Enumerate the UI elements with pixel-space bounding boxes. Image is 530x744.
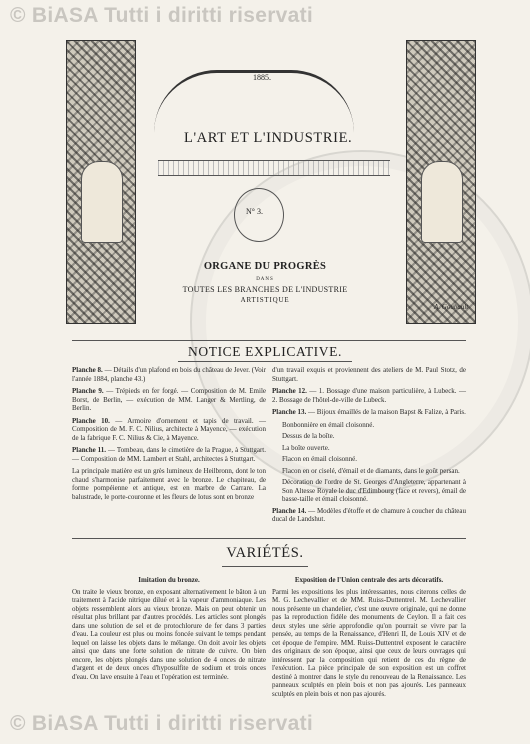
article-heading-exposition: Exposition de l'Union centrale des arts décoratifs. — [294, 576, 444, 584]
subtitle-line1: ORGANE DU PROGRÈS — [203, 261, 327, 272]
ornamental-banner — [158, 160, 390, 176]
plate-description: — Armoire d'ornement et tapis de travail. — Composition de M. F. C. Nilius, architecte à Mayence, — exécution de la fabrique F. C. Nilius & Cie, à Mayence. — [72, 416, 266, 442]
issue-number: N° 3. — [246, 207, 263, 216]
notice-entry — [272, 478, 466, 504]
notice-entry — [272, 507, 466, 524]
plate-label: Planche 14. — [272, 506, 307, 515]
plate-description: Flacon en or ciselé, d'émail et de diamants, dans le goût persan. — [282, 466, 460, 475]
allegorical-figure-left — [81, 161, 123, 243]
plate-description: Décoration de l'ordre de St. Georges d'Angleterre, appartenant à Son Altesse Royale le duc d'Edimbourg (face et revers), émail de basse-taille et émail cloisonné. — [282, 478, 466, 504]
notice-entry — [72, 387, 266, 413]
varietes-title: VARIÉTÉS. — [226, 545, 304, 561]
notice-entry — [272, 366, 466, 383]
watermark-top: © BiASA Tutti i diritti riservati — [10, 4, 314, 27]
plate-description: — Modèles d'étoffe et de chamure à coucher du château ducal de Landshut. — [272, 506, 466, 524]
notice-entry — [272, 387, 466, 404]
notice-column-right — [272, 366, 466, 528]
plate-description: Flacon en émail cloisonné. — [282, 455, 358, 464]
artist-signature: A. Goubault — [434, 303, 469, 311]
notice-entry — [272, 408, 466, 417]
plate-description: La principale matière est un grès lumineux de Heilbronn, dont le ton chaud s'harmonise parfaitement avec le bronze. Le chapiteau, de forme pompéienne et antique, est en marbre de Carrare. La balustrade, le porte-couronne et les fleurs de lotus sont en bronze — [72, 467, 266, 501]
masthead — [66, 40, 476, 325]
varietes-underline — [222, 566, 308, 567]
plate-label: Planche 11. — [72, 446, 107, 455]
article-text-exposition: Parmi les expositions les plus intéressantes, nous citerons celles de M. G. Lechevallier et de MM. Ruiss-Duttentrel. M. Lechevallier nous présente un chandelier, c'est une œuvre originale, qui ne donne pas la reproduction fidèle des monuments de Ceylon. Il a fait ces deux styles une série approfondie qu'on pourrait se vivre par la pensée, au temps de la Renaissance, d'Henri II, de Louis XIV et de cet époque de l'empire. MM. Ruiss-Duttentrel exposent le caractère des originaux de son époque, ainsi que ceux de leurs ouvrages qui intéressent par la composition qui retient de ces du règne de l'exécution. La pièce principale de son exposition est un coffret destiné à montrer dans le style du renouveau de la Renaissance. Les panneaux sculptés en plein bois et non pas ajourés. Les panneaux sculptés en plein bois et non pas ajourés. — [272, 587, 466, 698]
notice-entry — [272, 467, 466, 476]
plate-description: — Détails d'un plafond en bois du château de Jever. (Voir l'année 1884, planche 43.) — [72, 366, 267, 383]
plate-description: Dessus de la boîte. — [282, 432, 335, 441]
subtitle-line3: TOUTES LES BRANCHES DE L'INDUSTRIE — [182, 285, 348, 294]
masthead-title: L'ART ET L'INDUSTRIE. — [184, 130, 353, 146]
notice-underline — [178, 361, 352, 362]
article-heading-bronze: Imitation du bronze. — [138, 576, 200, 584]
plate-description: La boîte ouverte. — [282, 443, 330, 452]
notice-entry — [72, 417, 266, 443]
watermark-bottom: © BiASA Tutti i diritti riservati — [10, 712, 314, 735]
plate-description: — Tombeau, dans le cimetière de la Prague, à Stuttgart. — Composition de MM. Lambert et Stahl, architectes à Stuttgart. — [72, 446, 267, 463]
varietes-column-left — [72, 576, 266, 685]
allegorical-figure-right — [421, 161, 463, 243]
article-text-bronze: On traite le vieux bronze, en exposant alternativement le bâton à un traitement à l'acide nitrique dilué et à la vapeur d'ammoniaque. Les objets ressemblent alors au vieux bronze. Mais on peut obtenir un résultat plus brillant par d'autres procédés. Les articles sont plongés dans une solution de sel et de protochlorure de fer dans 3 parties d'eau. La couleur est plus ou moins foncée suivant le temps pendant lequel on laisse les objets dans le mélange. On doit avoir les objets ainsi que dans une forte solution de nitrate de cuivre. On bien encore, les objets plongés dans une solution de 4 onces de nitrate d'argent et de deux onces d'hyposulfite de sodium et trois onces d'eau. On lave ensuite à l'eau et l'opération est terminée. — [72, 587, 266, 681]
notice-entry — [272, 432, 466, 441]
subtitle-line4: ARTISTIQUE — [240, 296, 290, 304]
divider-top — [72, 340, 466, 341]
varietes-column-right — [272, 576, 466, 702]
plate-description: — Trépieds en fer forgé. — Composition de M. Emile Borst, de Berlin, — exécution de MM. Langer & Mertling, de Berlin. — [72, 387, 266, 413]
subtitle-line2: DANS — [256, 277, 274, 282]
notice-entry — [72, 467, 266, 501]
divider-middle — [72, 538, 466, 539]
notice-entry — [272, 421, 466, 430]
masthead-year: 1885. — [253, 73, 271, 82]
notice-entry — [272, 444, 466, 453]
plate-description: — Bijoux émaillés de la maison Bapst & Falize, à Paris. — [307, 408, 466, 417]
notice-title: NOTICE EXPLICATIVE. — [188, 344, 342, 359]
plate-label: Planche 13. — [272, 408, 307, 417]
notice-entry — [272, 455, 466, 464]
plate-description: — 1. Bossage d'une maison particulière, à Lubeck. — 2. Bossage de l'hôtel-de-ville de Lubeck. — [272, 387, 466, 404]
plate-label: Planche 10. — [72, 416, 110, 425]
plate-description: d'un travail exquis et proviennent des ateliers de M. Paul Stotz, de Stuttgart. — [272, 366, 466, 383]
notice-entry — [72, 446, 266, 463]
notice-column-left — [72, 366, 266, 505]
plate-label: Planche 9. — [72, 387, 104, 396]
notice-entry — [72, 366, 266, 383]
plate-label: Planche 8. — [72, 366, 103, 374]
plate-label: Planche 12. — [272, 387, 307, 396]
plate-description: Bonbonnière en émail cloisonné. — [282, 420, 375, 429]
